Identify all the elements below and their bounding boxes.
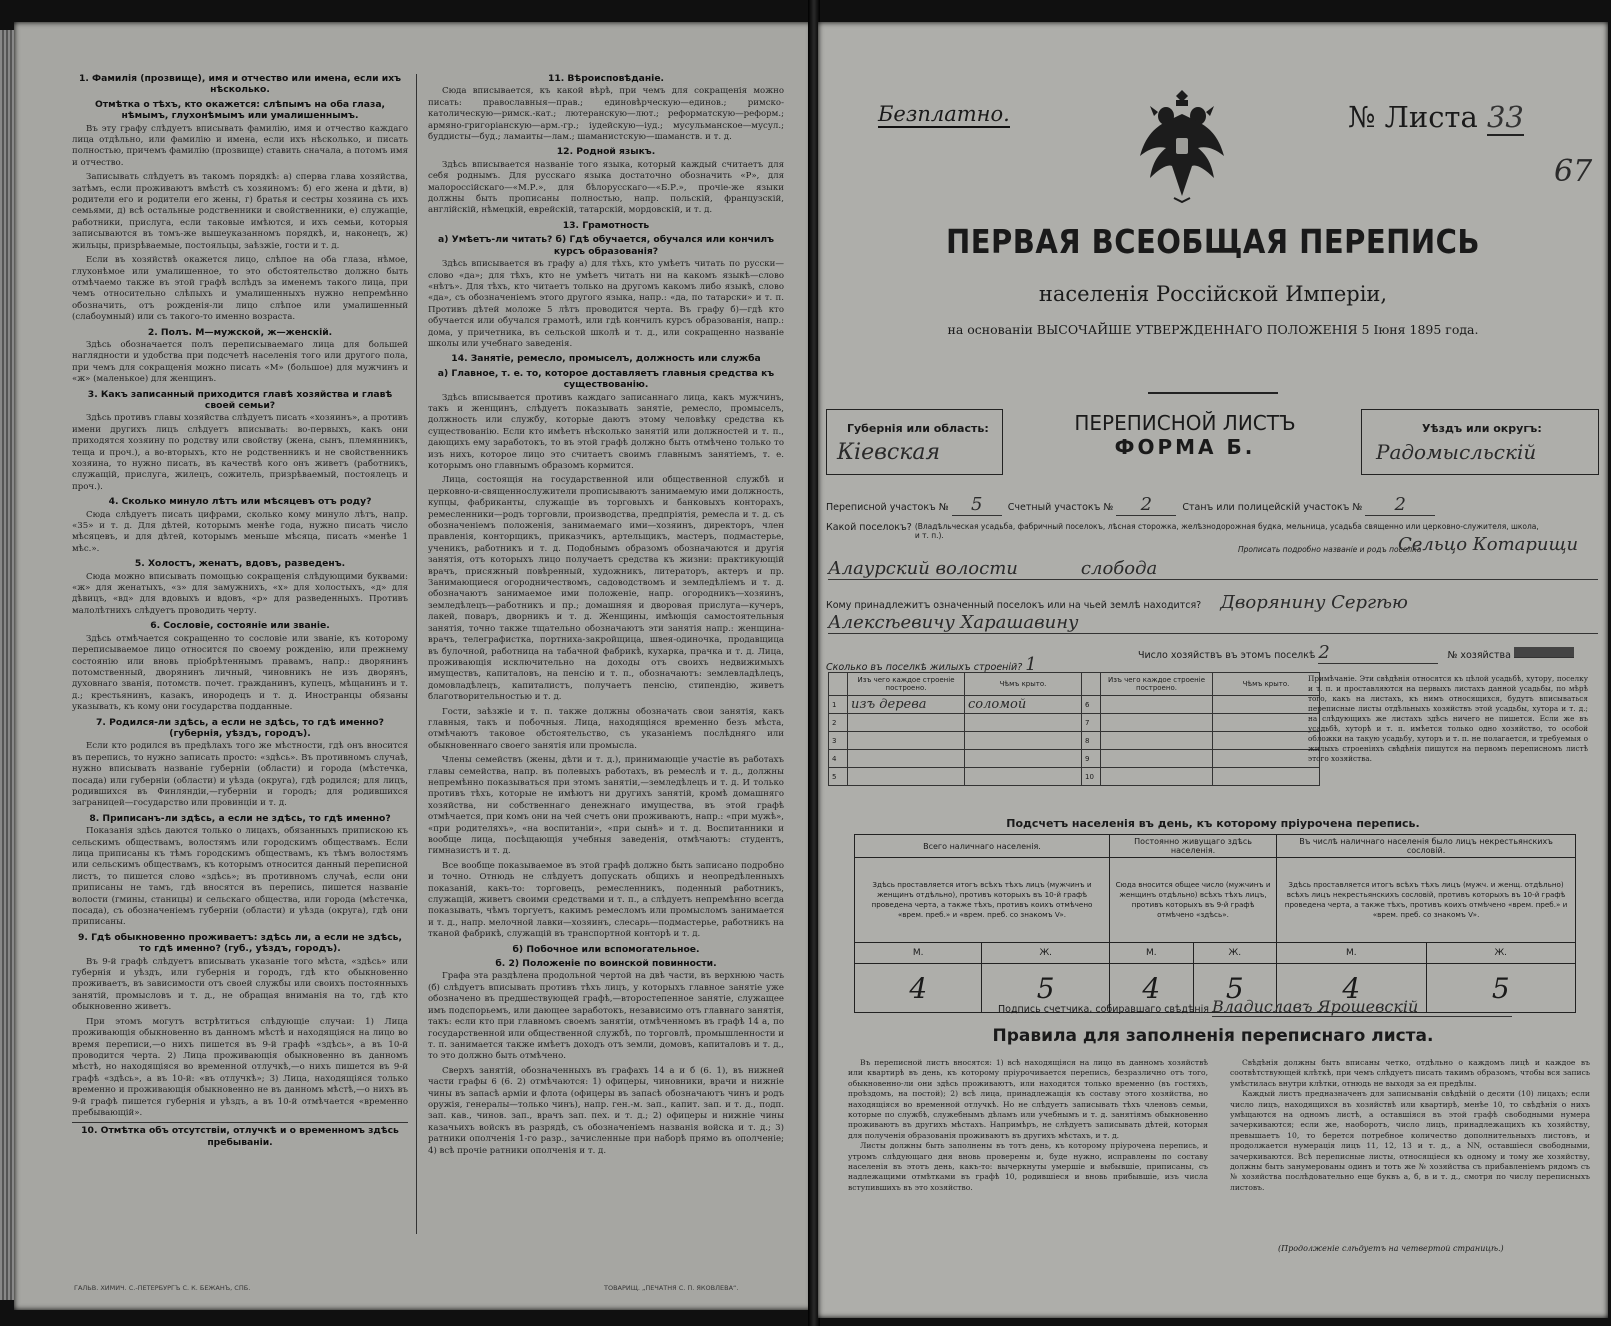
owner-value-2: Алексѣевичу Харашавину (828, 612, 1079, 633)
col1-paragraph: Здѣсь обозначается полъ переписываемаго лица для большей наглядности и удобства при подсчетѣ населенія того или другого пола, при чемъ для сокращенія можно писать «М» (большое) для мужчинъ и «ж» (маленькое) для женщинъ. (72, 339, 408, 385)
col2-paragraph: Члены семействъ (жены, дѣти и т. д.), принимающіе участіе въ работахъ главы семейства, напр. въ полевыхъ работахъ, въ ремеслѣ и т. д., должны непремѣнно показываться при этомъ занятіи,—земледѣлецъ и т. д. И только противъ тѣхъ, которые не имѣютъ ни другихъ занятій, кромѣ домашняго хозяйства, ни собственнаго денежнаго имущества, въ этой графѣ отмѣчается, при комъ они на чей счетъ они проживаютъ, напр.: «при мужѣ», «при родителяхъ», «на воспитаніи», «при сынѣ» и т. д. Воспитанники и вообще лица, посѣщающія учебныя заведенія, отмѣчаютъ: студентъ, гимназистъ и т. д. (428, 755, 784, 857)
building-row (829, 750, 1320, 768)
owner-line-2 (828, 612, 1598, 634)
buildings-note: Примѣчаніе. Эти свѣдѣнія относятся къ цѣлой усадьбѣ, хутору, поселку и т. п. и проставляются на первыхъ листахъ данной усадьбы, по мѣрѣ того, какъ на листахъ, къ нимъ относящихся, будутъ вписываться переписные листы отдѣльныхъ хозяйствъ этой усадьбы, хутора и т. д.; на слѣдующихъ же листахъ здѣсь ничего не пишется. Если же въ усадьбѣ, хуторѣ и т. п. имѣется только одно хозяйство, то особой обложки на такую усадьбу, хуторъ и т. п. не полагается, и требуемыя о жилыхъ строеніяхъ свѣдѣнія пишутся на первомъ переписномъ листѣ этого хозяйства. (1308, 674, 1588, 763)
col1-paragraph: Если кто родился въ предѣлахъ того же мѣстности, гдѣ онъ вносится въ перепись, то нужно записать просто: «здѣсь». Въ противномъ случаѣ, нужно вписывать названіе губерніи (области) и города (мѣстечка, посада) или губерніи (области) и уѣзда (округа), гдѣ родился; для лицъ, родившихся въ Финляндіи,—губерніи и городъ; для родившихся заграницей—государство или провинціи и т. д. (72, 741, 408, 809)
poselok-label: Какой поселокъ? (826, 522, 912, 533)
bld-row-material (848, 768, 965, 786)
uezd-label: Уѣздъ или округъ: (1422, 422, 1542, 435)
settlement-value-line-2 (828, 558, 1598, 580)
col2-paragraph: Гости, заѣзжіе и т. п. также должны обозначать свои занятія, какъ главныя, такъ и побочныя. Лица, находящіяся временно безъ мѣста, отмѣчаютъ таковое обстоятельство, съ указаніемъ послѣдняго или обыкновеннаго своего занятія или промысла. (428, 706, 784, 751)
pop-desc-permanent: Сюда вносится общее число (мужчинъ и женщинъ отдѣльно) всѣхъ тѣхъ лицъ, противъ которыхъ въ 9-й графѣ отмѣчено «здѣсь». (1109, 858, 1276, 943)
rules-title: Правила для заполненія переписнаго листа. (992, 1026, 1434, 1046)
bld-row-roof-2 (1213, 768, 1320, 786)
guberniya-label: Губернія или область: (847, 422, 989, 435)
rules-column-right (1230, 1058, 1590, 1193)
bld-row-material-2 (1101, 696, 1213, 714)
col2-heading: а) Умѣетъ-ли читать? б) Гдѣ обучается, обучался или кончилъ курсъ образованія? (438, 234, 774, 257)
pop-nonpeasant-male: 4 (1277, 964, 1426, 1013)
double-headed-eagle-emblem (1136, 86, 1228, 204)
pop-desc-total: Здѣсь проставляется итогъ всѣхъ тѣхъ лицъ (мужчинъ и женщинъ отдѣльно), противъ которыхъ въ 10-й графѣ проведена черта, а также тѣхъ, противъ коихъ отмѣчено «врем. преб.» и «врем. преб. со знакомъ V». (855, 858, 1110, 943)
bld-row-number-2: 10 (1082, 768, 1101, 786)
bld-row-roof-2 (1213, 750, 1320, 768)
bld-row-number: 3 (829, 732, 848, 750)
rules-column-left (848, 1058, 1208, 1193)
bld-row-material-2 (1101, 714, 1213, 732)
signature-value: Владиславъ Ярошевскій (1212, 997, 1512, 1017)
col2-paragraph: Графа эта раздѣлена продольной чертой на двѣ части, въ верхнюю часть (б) слѣдуетъ вписывать противъ тѣхъ лицъ, у которыхъ главное занятіе уже обозначено въ предшествующей графѣ,—второстепенное занятіе, служащее имъ подспорьемъ, или дающее заработокъ, независимо отъ главнаго занятія, такъ: если кто при главномъ своемъ занятіи, отмѣченномъ въ графѣ 14 а, по государственной или общественной службѣ, по торговлѣ, промышленности и т. п. занимается также имѣетъ доходъ отъ земли, домовъ, капиталовъ и т. д., то это должно быть отмѣчено. (428, 971, 784, 1062)
bld-row-roof-2 (1213, 732, 1320, 750)
col2-heading: б. 2) Положеніе по воинской повинности. (495, 958, 717, 970)
households-line (1138, 642, 1574, 664)
col2-heading: а) Главное, т. е. то, которое доставляетъ главныя средства къ существованію. (437, 367, 775, 391)
enumerator-signature-line (998, 997, 1512, 1017)
rules-paragraph: Въ переписной листъ вносятся: 1) всѣ находящіяся на лицо въ данномъ хозяйствѣ или квартирѣ въ день, къ которому пріурочивается перепись, безразлично отъ того, обыкновенно-ли они здѣсь проживаютъ, или находятся только временно (въ гостяхъ, проѣздомъ, на постой); 2) всѣ лица, принадлежащія къ составу этого хозяйства, но находящіяся во временной отлучкѣ. Но не слѣдуетъ записывать тѣхъ членовъ семьи, которые по службѣ, служебнымъ дѣламъ или учебнымъ и т. д. занятіямъ обыкновенно проживаютъ въ другихъ мѣстахъ. Напримѣръ, не слѣдуетъ записывать дѣтей, которыя для полученія образованія проживаютъ въ другихъ мѣстахъ, и т. д. (848, 1058, 1208, 1140)
households-value: 2 (1318, 642, 1438, 664)
col1-heading: 6. Сословіе, состояніе или званіе. (150, 620, 330, 632)
column-divider (416, 74, 417, 1234)
bld-row-material-2 (1101, 732, 1213, 750)
owner-line (826, 592, 1408, 613)
col1-heading: 1. Фамилія (прозвище), имя и отчество или имена, если ихъ нѣсколько. (78, 73, 402, 96)
pop-female-label: Ж. (982, 943, 1110, 964)
form-type-header (1022, 409, 1348, 473)
col1-heading: 7. Родился-ли здѣсь, а если не здѣсь, то гдѣ именно? (губернія, уѣздъ, городъ). (96, 716, 384, 739)
previous-page-edge (0, 30, 14, 1300)
col2-paragraph: Здѣсь вписывается названіе того языка, который каждый считаетъ для себя роднымъ. Для русскаго языка достаточно обозначить «Р», для малороссійскаго—«М.Р.», для бѣлорусскаго—«Б.Р.», прочіе-же языки должны быть прописаны полностью, напр. польскій, французскій, англійскій, нѣмецкій, еврейскій, татарскій, мордовскій, и т. д. (428, 159, 784, 216)
bld-row-number-2: 6 (1082, 696, 1101, 714)
col1-heading: 8. Приписанъ-ли здѣсь, а если не здѣсь, то гдѣ именно? (89, 812, 391, 824)
bld-row-material: изъ дерева (848, 696, 965, 714)
guberniya-box (826, 409, 1003, 475)
bld-head-roof-2: Чѣмъ крыто. (1213, 673, 1320, 696)
population-count-title: Подсчетъ населенія въ день, къ которому пріурочена перепись. (1006, 817, 1420, 830)
poselok-hint-2-text: Прописать подробно названіе и родъ поселка (1238, 545, 1422, 554)
sheet-number-handwritten: 67 (1554, 154, 1593, 189)
bld-row-material (848, 732, 965, 750)
col1-paragraph: Сюда можно вписывать помощью сокращенія слѣдующими буквами: «ж» для женатыхъ, «з» для замужнихъ, «х» для холостыхъ, «д» для дѣвицъ, «вд» для вдовыхъ и вдовъ, «р» для разведенныхъ. Противъ малолѣтнихъ слѣдуетъ проводить черту. (72, 571, 408, 616)
col2-heading: б) Побочное или вспомогательное. (512, 943, 700, 955)
col2-paragraph: Здѣсь вписывается противъ каждаго записаннаго лица, какъ мужчинъ, такъ и женщинъ, слѣдуетъ показывать занятіе, ремесло, промыселъ, должность или службу, которые даютъ этому человѣку средства къ существованію. Если кто имѣетъ нѣсколько занятій или должностей и т. п., дающихъ ему заработокъ, то въ этой графѣ должно быть отмѣчено только то изъ нихъ, которое лицо это считаетъ своимъ главнымъ занятіемъ, т. е. которымъ оно главнымъ образомъ кормится. (428, 392, 784, 471)
col1-paragraph: Сюда слѣдуетъ писать цифрами, сколько кому минуло лѣтъ, напр. «35» и т. д. Для дѣтей, которымъ менѣе года, нужно писать число мѣсяцевъ, и для дѣтей, которымъ меньше мѣсяца, писать «менѣе 1 мѣс.». (72, 509, 408, 554)
col1-paragraph: Показанія здѣсь даются только о лицахъ, обязанныхъ припискою къ сельскимъ обществамъ, волостямъ или городскимъ обществамъ. Если лица приписаны къ тѣмъ городскимъ обществамъ, къ тѣмъ волостямъ или сельскимъ обществамъ, къ которымъ относится данный переписной листъ, то пишется слово «здѣсь»; въ противномъ случаѣ, если они приписаны не тамъ, гдѣ вносятся въ перепись, пишется названіе волости (гмины, станицы) и сельскаго общества, или города (мѣстечка, посада), съ обозначеніемъ губерніи (области) и уѣзда (округа), гдѣ они приписаны. (72, 826, 408, 928)
rules-paragraph: Свѣдѣнія должны быть вписаны четко, отдѣльно о каждомъ лицѣ и каждое въ соотвѣтствующей клѣткѣ, при чемъ слѣдуетъ писать такимъ образомъ, чтобы вся запись умѣстилась внутри клѣтки, отнюдь не выходя за ея предѣлы. (1230, 1058, 1590, 1088)
building-row (829, 696, 1320, 714)
printer-footer-right: ТОВАРИЩ. „ПЕЧАТНЯ С. П. ЯКОВЛЕВА“. (604, 1284, 739, 1292)
stan-label: Станъ или полицейскій участокъ № (1182, 502, 1363, 513)
owner-value-1: Дворянину Сергѣю (1220, 592, 1408, 613)
sheet-number-label: № Листа (1348, 100, 1478, 134)
bld-row-roof (965, 732, 1082, 750)
bld-row-number-2: 8 (1082, 732, 1101, 750)
population-count-table (854, 834, 1576, 1013)
region-header (826, 409, 1598, 477)
pop-male-label-3: М. (1277, 943, 1426, 964)
uchastok-label: Переписной участокъ № (826, 502, 949, 513)
uezd-value: Радомысльскій (1376, 440, 1537, 464)
bld-row-roof (965, 714, 1082, 732)
col2-heading: 14. Занятіе, ремесло, промыселъ, должность или служба (451, 353, 761, 365)
col1-heading: 5. Холостъ, женатъ, вдовъ, разведенъ. (134, 558, 346, 570)
bld-row-roof-2 (1213, 714, 1320, 732)
col1-heading: 3. Какъ записанный приходится главѣ хозяйства и главѣ своей семьи? (87, 388, 393, 411)
poselok-hint-2 (1238, 544, 1421, 555)
printer-footer-left: ГАЛЬВ. ХИМИЧ. С.-ПЕТЕРБУРГЪ С. К. БЕЖАНЪ, СПБ. (74, 1284, 251, 1292)
bld-row-material-2 (1101, 768, 1213, 786)
col1-heading: Отмѣтка о тѣхъ, кто окажется: слѣпымъ на оба глаза, нѣмымъ, глухонѣмымъ или умалишеннымъ. (94, 98, 386, 122)
col1-heading: 2. Полъ. М—мужской, ж—женскій. (147, 326, 333, 338)
poselok-hint: (Владѣльческая усадьба, фабричный поселокъ, лѣсная сторожка, желѣзнодорожная будка, мельница, усадьба священно или церковно-служителя, школа, и т. п.). (914, 522, 1539, 540)
col1-paragraph: Здѣсь противъ главы хозяйства слѣдуетъ писать «хозяинъ», а противъ имени другихъ лицъ слѣдуетъ вписывать: во-первыхъ, какъ они приходятся хозяину по родству или свойству (жена, сынъ, племянникъ, теща и проч.), а во-вторыхъ, кто не родственникъ и не свойственникъ хозяина, то нужно писать, въ качествѣ кого онъ живетъ (работникъ, служащій, прислуга, жилецъ, сожитель, призрѣваемый, постоялецъ и проч.). (72, 413, 408, 492)
free-label: Безплатно. (878, 102, 1010, 126)
bld-row-number-2: 7 (1082, 714, 1101, 732)
sheet-number-value: 33 (1486, 100, 1524, 134)
buildings-label: Сколько въ поселкѣ жилыхъ строеній? (826, 662, 1023, 673)
instructions-column-1 (72, 70, 408, 1150)
bld-row-material (848, 714, 965, 732)
pop-male-label: М. (855, 943, 982, 964)
buildings-table-header (829, 673, 1320, 696)
sheet-number (1348, 100, 1524, 134)
col1-paragraph: Здѣсь отмѣчается сокращенно то сословіе или званіе, къ которому переписываемое лицо относится по своему рожденію, или прежнему состоянію или вновь пріобрѣтеннымъ правамъ, напр.: дворянинъ потомственный, дворянинъ личный, чиновникъ не изъ дворянъ, духовнаго званія, потомств. почет. гражданинъ, купецъ, мѣщанинъ и т. д.; крестьянинъ, казакъ, инородецъ и т. д. Иностранцы обязаны указывать, къ кому они государства подданные. (72, 633, 408, 713)
uezd-box (1361, 409, 1599, 475)
pop-nonpeasant-female: 5 (1426, 964, 1575, 1013)
col1-heading: 4. Сколько минуло лѣтъ или мѣсяцевъ отъ роду? (108, 496, 372, 508)
col1-box10-heading: 10. Отмѣтка объ отсутствіи, отлучкѣ и о временномъ здѣсь пребываніи. (72, 1122, 408, 1148)
form-main-title: ПЕРВАЯ ВСЕОБЩАЯ ПЕРЕПИСЬ (946, 222, 1480, 261)
form-legal-basis: на основаніи ВЫСОЧАЙШЕ УТВЕРЖДЕННАГО ПОЛОЖЕНІЯ 5 Іюня 1895 года. (947, 322, 1479, 337)
district-numbers-line (826, 494, 1435, 516)
form-list-title: ПЕРЕПИСНОЙ ЛИСТЪ (1074, 411, 1296, 435)
buildings-value: 1 (1025, 654, 1037, 675)
title-separator (1148, 392, 1278, 394)
col1-paragraph: При этомъ могутъ встрѣтиться слѣдующіе случаи: 1) Лица проживающія обыкновенно въ данномъ мѣстѣ и находящіяся на лицо во время переписи,—о нихъ пишется въ 9-й графѣ «здѣсь», а въ 10-й проводится черта. 2) Лица проживающія обыкновенно въ данномъ мѣстѣ, но находящіяся во временной отлучкѣ,—о нихъ пишется въ 9-й графѣ «здѣсь», а въ 10-й: «въ отлучкѣ»; 3) Лица, находящіяся только временно и проживающія обыкновенно не въ данномъ мѣстѣ,—о нихъ въ 9-й графѣ пишется губернія и уѣздъ, а въ 10-й отмѣчается «временно пребывающій». (72, 1016, 408, 1118)
schet-value: 2 (1116, 494, 1176, 516)
pop-female-label-3: Ж. (1426, 943, 1575, 964)
building-row (829, 732, 1320, 750)
bld-row-roof-2 (1213, 696, 1320, 714)
col1-paragraph: Въ 9-й графѣ слѣдуетъ вписывать указаніе того мѣста, «здѣсь» или губернія и уѣздъ, или губернія и городъ, гдѣ кто обыкновенно проживаетъ, въ зависимости отъ своей службы или своихъ постоянныхъ занятій, промысловъ и т. д., не обращая вниманія на то, гдѣ кто обыкновенно живетъ. (72, 956, 408, 1013)
pop-total-male: 4 (855, 964, 982, 1013)
stan-value: 2 (1365, 494, 1435, 516)
col1-paragraph: Записывать слѣдуетъ въ такомъ порядкѣ: а) сперва глава хозяйства, затѣмъ, если проживаютъ вмѣстѣ съ хозяиномъ: б) его жена и дѣти, в) родители его и родители его жены, г) братья и сестры хозяина съ ихъ семьями, д) всѣ остальные родственники и свойственники, е) служащіе, работники, прислуга, если таковые имѣются, и ихъ семьи, которыя записываются въ томъ-же вышеуказанномъ порядкѣ, и, наконецъ, ж) жильцы, призрѣваемые, постояльцы, заѣзжіе, гости и т. д. (72, 172, 408, 251)
pop-male-label-2: М. (1109, 943, 1193, 964)
col2-heading: 11. Вѣроисповѣданіе. (547, 73, 665, 84)
bld-head-material-2: Изъ чего каждое строеніе построено. (1101, 673, 1213, 696)
col2-paragraph: Сюда вписывается, къ какой вѣрѣ, при чемъ для сокращенія можно писать: православныя—прав.; единовѣрческую—единов.; римско-католическую—римск.-кат.; лютеранскую—лют.; реформатскую—реформ.; армяно-григоріанскую—арм.-гр.; іудейскую—іуд.; мусульманское—мусул.; буддисты—буд.; ламаиты—лам.; шаманистскую—шаманств. и т. д. (428, 86, 784, 143)
buildings-table (828, 672, 1320, 786)
left-page-instructions (14, 22, 812, 1310)
signature-label: Подпись счетчика, собиравшаго свѣдѣнія (998, 1004, 1209, 1015)
households-label: Число хозяйствъ въ этомъ поселкѣ (1138, 650, 1316, 661)
household-no-value-redacted (1514, 647, 1574, 658)
bld-row-material (848, 750, 965, 768)
col1-heading: 9. Гдѣ обыкновенно проживаетъ: здѣсь ли, а если не здѣсь, то гдѣ именно? (губ., уѣздъ, городъ). (78, 931, 402, 955)
bld-row-number: 2 (829, 714, 848, 732)
bld-head-roof: Чѣмъ крыто. (965, 673, 1082, 696)
pop-desc-non-peasant: Здѣсь проставляется итогъ всѣхъ тѣхъ лицъ (мужч. и женщ. отдѣльно) всѣхъ лицъ некрестьянскихъ сословій, противъ которыхъ въ 10-й графѣ проведена черта, а также тѣхъ, противъ коихъ отмѣчено «врем. преб.» и «врем. преб. со знакомъ V». (1277, 858, 1576, 943)
instructions-column-2 (428, 70, 784, 1160)
col1-paragraph: Въ эту графу слѣдуетъ вписывать фамилію, имя и отчество каждаго лица отдѣльно, или фамилію и имена, если ихъ нѣсколько, и писать полностью, причемъ фамилію (прозвище) ставить сначала, а потомъ имя и отчество. (72, 123, 408, 168)
col2-paragraph: Все вообще показываемое въ этой графѣ должно быть записано подробно и точно. Отнюдь не слѣдуетъ допускать общихъ и неопредѣленныхъ показаній, какъ-то: торговецъ, ремесленникъ, поденный работникъ, служащій, живетъ своими средствами и т. п., а слѣдуетъ непремѣнно всегда показывать, чѣмъ торгуетъ, какимъ ремесломъ или промысломъ занимается и т. д., напр. мелочной лавки—хозяинъ, слесарь—подмастерье, работникъ на тканой фабрикѣ, служащій въ транспортной конторѣ и т. д. (428, 860, 784, 940)
pop-head-permanent: Постоянно живущаго здѣсь населенія. (1109, 835, 1276, 858)
building-row (829, 768, 1320, 786)
pop-female-label-2: Ж. (1193, 943, 1277, 964)
col1-paragraph: Если въ хозяйствѣ окажется лицо, слѣпое на оба глаза, нѣмое, глухонѣмое или умалишенное, то это обстоятельство должно быть отмѣчаемо также въ этой графѣ вслѣдъ за именемъ такого лица, при чемъ относительно слѣпыхъ и умалишенныхъ нужно непремѣнно обозначить, отъ рожденія-ли лицо слѣпое или умалишенный (слабоумный) или съ такого-то именно возраста. (72, 255, 408, 323)
bld-row-number: 4 (829, 750, 848, 768)
bld-row-roof (965, 750, 1082, 768)
buildings-table-body (829, 696, 1320, 786)
pop-permanent-female: 5 (1193, 964, 1277, 1013)
pop-head-non-peasant: Въ числѣ наличнаго населенія было лицъ некрестьянскихъ сословій. (1277, 835, 1576, 858)
rules-paragraph: Листы должны быть заполнены въ тотъ день, къ которому пріурочена перепись, и утромъ слѣдующаго дня вновь проверены и, буде нужно, исправлены по составу населенія въ этотъ день, какъ-то: вычеркнуты умершіе и выбывшіе, приписаны, съ надлежащими отмѣтками въ графѣ 10, родившіеся и вновь прибывшіе, изъ числа вступившихъ въ это хозяйство. (848, 1141, 1208, 1192)
schet-label: Счетный участокъ № (1007, 502, 1114, 513)
bld-row-number-2: 9 (1082, 750, 1101, 768)
bld-head-material: Изъ чего каждое строеніе построено. (848, 673, 965, 696)
col2-paragraph: Здѣсь вписывается въ графу а) для тѣхъ, кто умѣетъ читать по русски—слово «да»; для тѣхъ, кто не умѣетъ читать ни на какомъ языкѣ—слово «нѣтъ». Для тѣхъ, кто читаетъ только на другомъ какомъ либо языкѣ, слово «да», съ обозначеніемъ этого другого языка, напр.: «да, по татарски» и т. п. Противъ дѣтей моложе 5 лѣтъ проводится черта. Въ графу б)—гдѣ кто обучается или обучался грамотѣ, или гдѣ кончилъ курсъ образованія, напр.: дома, у причетника, въ сельской школѣ и т. д., или сокращенно названіе школы или учебнаго заведенія. (428, 259, 784, 349)
bld-row-roof (965, 768, 1082, 786)
right-page-census-form (818, 22, 1608, 1318)
poselok-value-2: Алаурский волости (828, 558, 1018, 579)
poselok-value-3: слобода (1080, 558, 1158, 579)
building-row (829, 714, 1320, 732)
form-subtitle: населенія Россійской Имперіи, (1038, 282, 1388, 306)
bld-row-number: 1 (829, 696, 848, 714)
bld-row-number: 5 (829, 768, 848, 786)
pop-permanent-male: 4 (1109, 964, 1193, 1013)
col2-paragraph: Лица, состоящія на государственной или общественной службѣ и церковно-и-священнослужители прописываютъ занимаемую ими должность, купцы, фабриканты, служащіе въ торговыхъ и банковыхъ конторахъ, ремесленники—родъ торговли, производства, предпріятія, ремесла и т. д. съ обозначеніемъ положенія, занимаемаго ими—хозяинъ, директоръ, член правленія, конторщикъ, приказчикъ, артельщикъ, мастеръ, подмастерье, ученикъ, работникъ и т. д. Подобнымъ образомъ обозначаются и другія занятія, отъ которыхъ лицо получаетъ средства къ жизни: практикующій врачъ, присяжный повѣренный, художникъ, литераторъ, актеръ и пр. Занимающиеся огородничествомъ, садоводствомъ и земледѣліемъ и т. д. обозначаютъ занимаемое ими положеніе, напр. огородникъ—хозяинъ, земледѣлецъ—работникъ и пр.; домашняя и дворовая прислуга—кучеръ, лакей, поваръ, дворникъ и т. д. Женщины, имѣющія самостоятельныя занятія, точно также тщательно обозначаютъ эти занятія напр.: женщина-врачъ, телеграфистка, портниха-закройщица, швея-одиночка, продавщица въ булочной, работница на табачной фабрикѣ, кухарка, прачка и т. д. Лица, проживающія исключительно на доходы отъ своихъ недвижимыхъ имуществъ, капиталовъ, на пенсію и т. п., обозначаютъ: землевладѣлецъ, домовладѣлецъ, капиталистъ, получаетъ пенсію, стипендію, живетъ благотворительностью и т. д. (428, 475, 784, 703)
household-no-label: № хозяйства (1447, 650, 1511, 661)
pop-total-female: 5 (982, 964, 1110, 1013)
col2-paragraph: Сверхъ занятій, обозначенныхъ въ графахъ 14 а и б (6. 1), въ нижней части графы 6 (6. 2) отмѣчаются: 1) офицеры, чиновники, врачи и нижніе чины въ запасѣ арміи и флота (офицеры въ запасѣ обозначаютъ чинъ и родъ оружія, генералы—только чинъ), напр. ген.-м. зап., капит. зап. и т. д., подп. зап. кав., чинов. зап., врачъ зап. пех. и т. д.; 2) офицеры и нижніе чины казачьихъ войскъ въ разрядѣ, съ обозначеніемъ названія войска и т. д.; 3) ратники ополченія 1-го разр., зачисленные при наборѣ прямо въ ополченіе; 4) всѣ прочіе ратники ополченія и т. д. (428, 1065, 784, 1156)
col2-heading: 13. Грамотность (562, 219, 650, 231)
poselok-value-1: Сельцо Котарищи (1398, 534, 1579, 555)
form-letter-title: ФОРМА Б. (1114, 435, 1256, 459)
col2-heading: 12. Родной языкъ. (556, 146, 656, 158)
bld-row-roof: соломой (965, 696, 1082, 714)
guberniya-value: Кіевская (837, 440, 941, 465)
uchastok-value: 5 (952, 494, 1002, 516)
settlement-value-1 (1398, 534, 1578, 555)
pop-head-total: Всего наличнаго населенія. (855, 835, 1110, 858)
rules-paragraph: Каждый листъ предназначенъ для записыванія свѣдѣній о десяти (10) лицахъ; если число лицъ, находящихся въ хозяйствѣ или квартирѣ, менѣе 10, то свѣдѣнія о нихъ умѣщаются на одномъ листѣ, а оставшіяся въ этой графѣ свободными нумера зачеркиваются; если же, наоборотъ, число лицъ, принадлежащихъ къ хозяйству, превышаетъ 10, то берется потребное количество дополнительныхъ листовъ, и продолжается нумерація лицъ 11, 12, 13 и т. д., а NN, оставшіеся свободными, зачеркиваются. Всѣ переписные листы, относящіеся къ одному и тому же хозяйству, должны быть занумерованы одинъ и тотъ же № хозяйства съ прибавленіемъ рядомъ съ № хозяйства послѣдовательно еще буквъ а, б, в и т. д., смотря по числу переписныхъ листовъ. (1230, 1089, 1590, 1192)
continuation-note: (Продолженіе слѣдуетъ на четвертой страницѣ.) (1278, 1244, 1504, 1253)
bld-row-material-2 (1101, 750, 1213, 768)
owner-label: Кому принадлежитъ означенный поселокъ или на чьей землѣ находится? (826, 600, 1202, 611)
